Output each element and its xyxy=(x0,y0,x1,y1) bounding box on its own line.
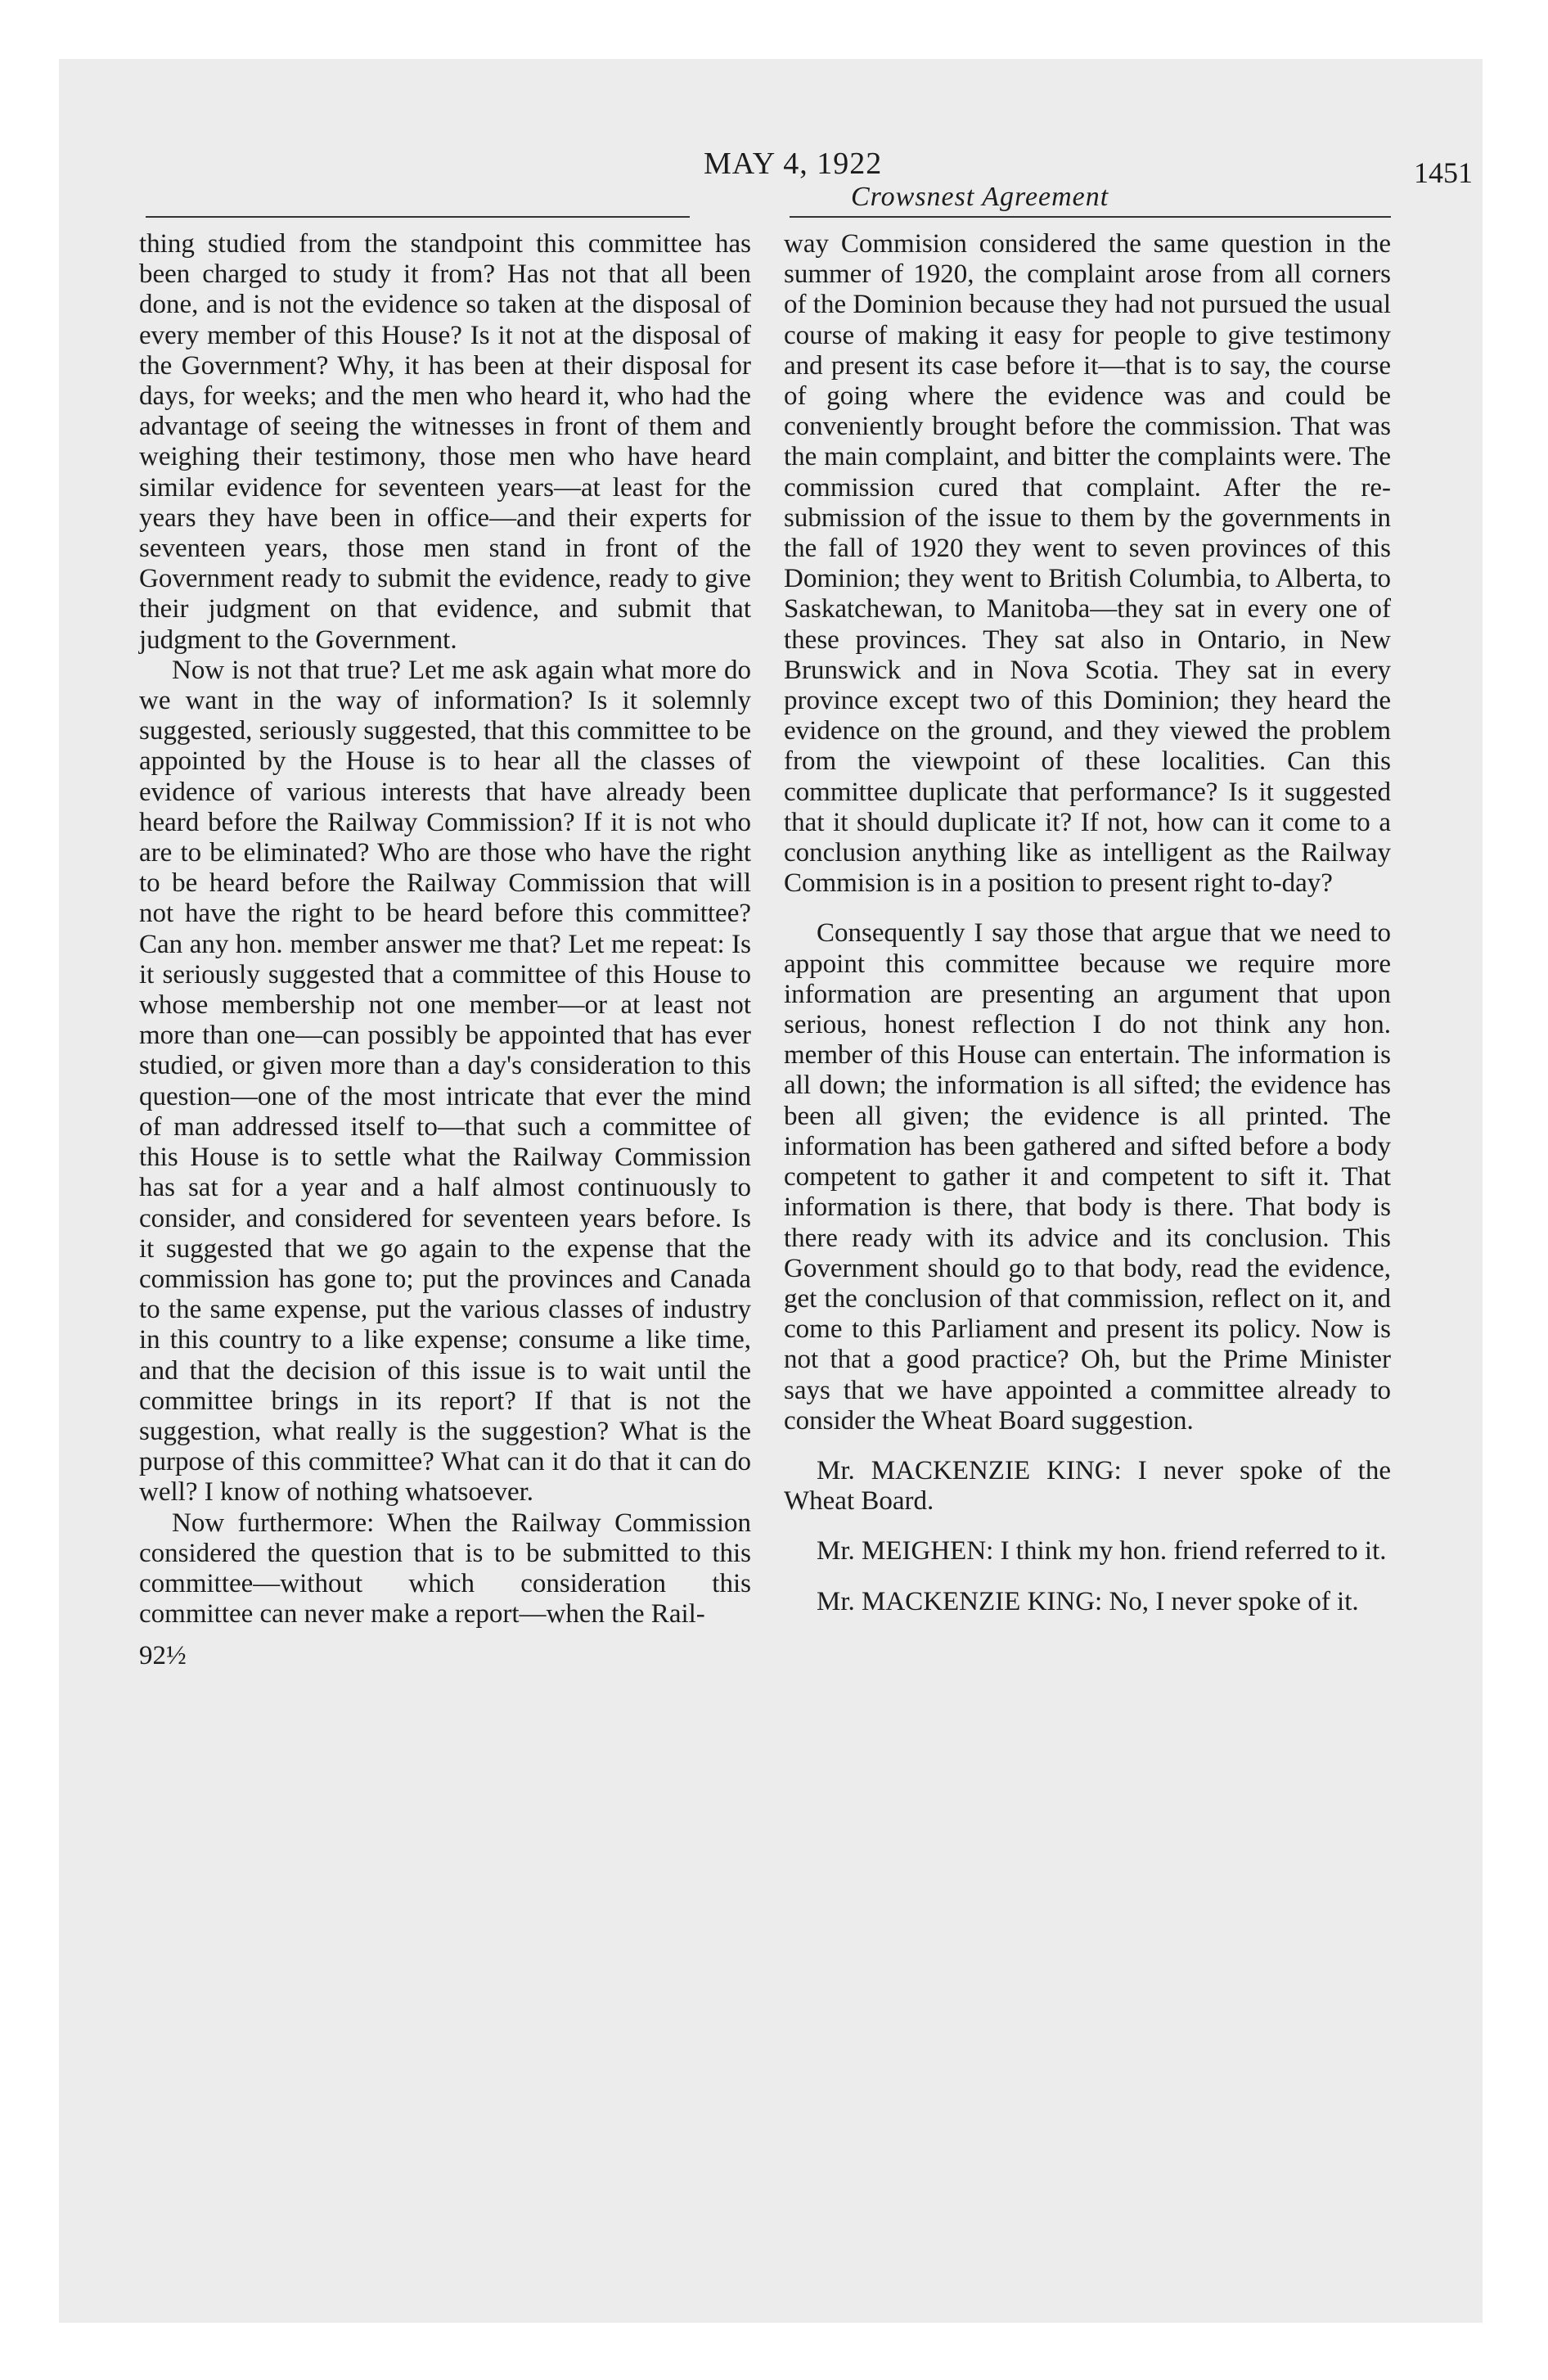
right-paragraph-1: way Commision considered the same question in the summer of 1920, the complaint arose from all corners of the Dominion because they had not pursued the usual course of making it easy for people to give testimony and present its case before it—that is to say, the course of going where the evidence was and could be conveniently brought before the commission. That was the main complaint, and bitter the complaints were. The commission cured that complaint. After the re-submission of the issue to them by the governments in the fall of 1920 they went to seven provinces of this Dominion; they went to British Columbia, to Alberta, to Saskatchewan, to Manitoba—they sat in every one of these provinces. They sat also in Ontario, in New Brunswick and in Nova Scotia. They sat in every province except two of this Dominion; they heard the evidence on the ground, and they viewed the problem from the viewpoint of these localities. Can this committee duplicate that performance? Is it suggested that it should duplicate it? If not, how can it come to a conclusion anything like as intelligent as the Railway Commision is in a position to present right to-day? xyxy=(784,229,1391,899)
folio-mark: 92½ xyxy=(139,1641,187,1671)
left-paragraph-3: Now furthermore: When the Railway Commission considered the question that is to be submitted to this committee—without which consideration this committee can never make a report—when the Rail- xyxy=(139,1508,751,1629)
right-paragraph-2: Consequently I say those that argue that we need to appoint this committee because we require more information are presenting an argument that upon serious, honest reflection I do not think any hon. member of this House can entertain. The information is all down; the information is all sifted; the evidence has been all given; the evidence is all printed. The information has been gathered and sifted before a body competent to gather it and competent to sift it. That information is there, that body is there. That body is there ready with its advice and its conclusion. This Government should go to that body, read the evidence, get the conclusion of that commission, reflect on it, and come to this Parliament and present its policy. Now is not that a good practice? Oh, but the Prime Minister says that we have appointed a committee already to consider the Wheat Board suggestion. xyxy=(784,918,1391,1436)
speaker-remark-3: Mr. MACKENZIE KING: No, I never spoke of it. xyxy=(817,1586,1359,1616)
header-rule-left xyxy=(146,216,690,218)
right-column xyxy=(784,229,1391,1617)
page-number: 1451 xyxy=(1414,156,1473,189)
speaker-remark-2: Mr. MEIGHEN: I think my hon. friend referred to it. xyxy=(817,1536,1387,1566)
header-date: MAY 4, 1922 xyxy=(704,146,883,181)
left-paragraph-1: thing studied from the standpoint this committee has been charged to study it from? Has not that all been done, and is not the evidence so taken at the disposal of every member of this House? Is it not at the disposal of the Government? Why, it has been at their disposal for days, for weeks; and the men who heard it, who had the advantage of seeing the witnesses in front of them and weighing their testimony, those men who have heard similar evidence for seventeen years—at least for the years they have been in office—and their experts for seventeen years, those men stand in front of the Government ready to submit the evidence, ready to give their judgment on that evidence, and submit that judgment to the Government. xyxy=(139,229,751,655)
header-topic: Crowsnest Agreement xyxy=(851,182,1109,212)
left-column xyxy=(139,229,751,1672)
left-paragraph-2: Now is not that true? Let me ask again what more do we want in the way of information? Is it solemnly suggested, seriously suggested, that this committee to be appointed by the House is to hear all the classes of evidence of various interests that have already been heard before the Railway Commission? If it is not who are to be eliminated? Who are those who have the right to be heard before the Railway Commission that will not have the right to be heard before this committee? Can any hon. member answer me that? Let me repeat: Is it seriously suggested that a committee of this House to whose membership not one member—or at least not more than one—can possibly be appointed that has ever studied, or given more than a day's consideration to this question—one of the most intricate that ever the mind of man addressed itself to—that such a committee of this House is to settle what the Railway Commission has sat for a year and a half almost continuously to consider, and considered for seventeen years before. Is it suggested that we go again to the expense that the commission has gone to; put the provinces and Canada to the same expense, put the various classes of industry in this country to a like expense; consume a like time, and that the decision of this issue is to wait until the committee brings in its report? If that is not the suggestion, what really is the suggestion? What is the purpose of this committee? What can it do that it can do well? I know of nothing whatsoever. xyxy=(139,655,751,1508)
speaker-remark-1: Mr. MACKENZIE KING: I never spoke of the Wheat Board. xyxy=(784,1455,1391,1517)
header-rule-right xyxy=(790,216,1391,218)
